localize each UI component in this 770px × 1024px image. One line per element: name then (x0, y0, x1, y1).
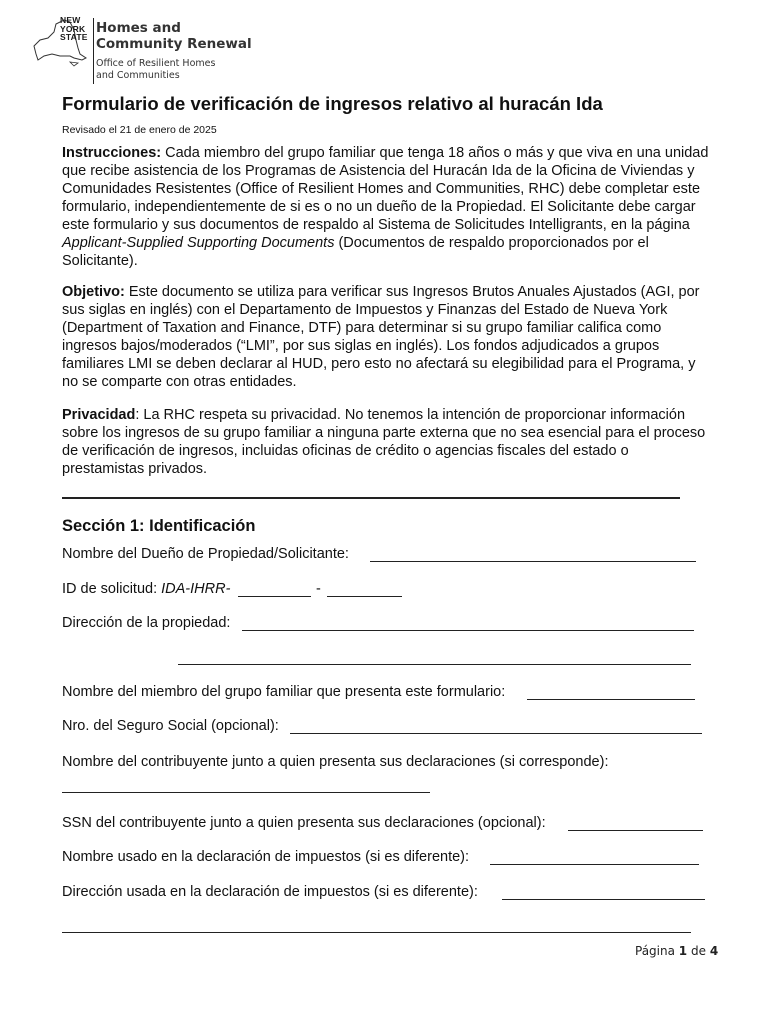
tax-name-label: Nombre usado en la declaración de impuestos (si es diferente): (62, 849, 470, 865)
member-name-field[interactable] (527, 699, 695, 700)
objective-text: Este documento se utiliza para verificar sus Ingresos Brutos Anuales Ajustados (AGI, por sus siglas en inglés) con el Departamento de Impuestos y Finanzas del Estado de Nueva York (Department of Taxation and Finance, DTF) para determinar si su grupo familiar califica como ingresos bajos/moderados (“LMI”, por sus siglas en inglés). Los fondos adjudicados a grupos familiares LMI se deben declarar al HUD, pero esto no afectará su elegibilidad para el Programa, y no se comparte con otras entidades. (62, 284, 700, 390)
objective-paragraph (62, 283, 712, 391)
joint-filer-name-field[interactable] (62, 792, 430, 793)
objective-label: Objetivo: (62, 284, 125, 300)
privacy-label: Privacidad (62, 407, 136, 423)
ssn-field[interactable] (290, 733, 702, 734)
owner-name-label: Nombre del Dueño de Propiedad/Solicitante: (62, 546, 349, 562)
section-divider (62, 497, 680, 499)
revision-date: Revisado el 21 de enero de 2025 (62, 124, 217, 136)
property-address-field-line1[interactable] (242, 630, 694, 631)
application-id-row (62, 580, 230, 598)
privacy-paragraph (62, 406, 712, 478)
page-word: Página (635, 944, 675, 958)
state-line-new: NEW (60, 15, 81, 25)
joint-filer-ssn-label: SSN del contribuyente junto a quien presenta sus declaraciones (opcional): (62, 815, 546, 831)
tax-name-field[interactable] (490, 864, 699, 865)
instructions-text-end: (Documentos de respaldo proporcionados por el Solicitante). (62, 235, 649, 269)
page-current: 1 (678, 944, 688, 958)
application-id-separator: - (316, 581, 321, 597)
agency-name-line1: Homes and (96, 20, 181, 36)
tax-address-field-line1[interactable] (502, 899, 705, 900)
page-of: de (690, 944, 706, 958)
instructions-page-name: Applicant-Supplied Supporting Documents (62, 235, 335, 251)
property-address-field-line2[interactable] (178, 664, 691, 665)
agency-name (96, 20, 252, 82)
state-wordmark (60, 16, 88, 42)
application-id-prefix: IDA-IHRR- (161, 581, 231, 597)
joint-filer-ssn-field[interactable] (568, 830, 703, 831)
application-id-part1-field[interactable] (238, 596, 311, 597)
state-line-york: YORK (60, 23, 86, 34)
owner-name-field[interactable] (370, 561, 696, 562)
instructions-label: Instrucciones: (62, 145, 162, 161)
instructions-text: Cada miembro del grupo familiar que tenga 18 años o más y que viva en una unidad que recibe asistencia de los Programas de Asistencia del Huracán Ida de la Oficina de Viviendas y Comunidades Resistentes (Office of Resilient Homes and Communities, RHC) debe completar este formulario, independientemente de si es o no un dueño de la Propiedad. El Solicitante debe cargar este formulario y sus documentos de respaldo al Sistema de Solicitudes Intelligrants, en la página (62, 145, 709, 233)
joint-filer-name-label: Nombre del contribuyente junto a quien presenta sus declaraciones (si corresponde): (62, 754, 609, 770)
page-total: 4 (709, 944, 719, 958)
tax-address-field-line2[interactable] (62, 932, 691, 933)
document-title: Formulario de verificación de ingresos relativo al huracán Ida (62, 93, 603, 114)
section-1-heading: Sección 1: Identificación (62, 517, 256, 535)
ssn-label: Nro. del Seguro Social (opcional): (62, 718, 279, 734)
member-name-label: Nombre del miembro del grupo familiar que presenta este formulario: (62, 684, 506, 700)
instructions-paragraph (62, 144, 712, 270)
property-address-label: Dirección de la propiedad: (62, 615, 231, 631)
page-number (635, 944, 718, 958)
tax-address-label: Dirección usada en la declaración de impuestos (si es diferente): (62, 884, 478, 900)
agency-name-line2: Community Renewal (96, 36, 252, 52)
state-line-state: STATE (60, 32, 88, 42)
office-name-line1: Office of Resilient Homes (96, 58, 216, 69)
logo-divider (93, 18, 94, 84)
privacy-text: : La RHC respeta su privacidad. No tenemos la intención de proporcionar información sobre los ingresos de su grupo familiar a ninguna parte externa que no sea esencial para el proceso de verificación de ingresos, incluidas oficinas de crédito o agencias fiscales del estado o prestamistas privados. (62, 407, 706, 477)
application-id-part2-field[interactable] (327, 596, 402, 597)
office-name-line2: and Communities (96, 70, 180, 81)
application-id-label: ID de solicitud: (62, 581, 158, 597)
